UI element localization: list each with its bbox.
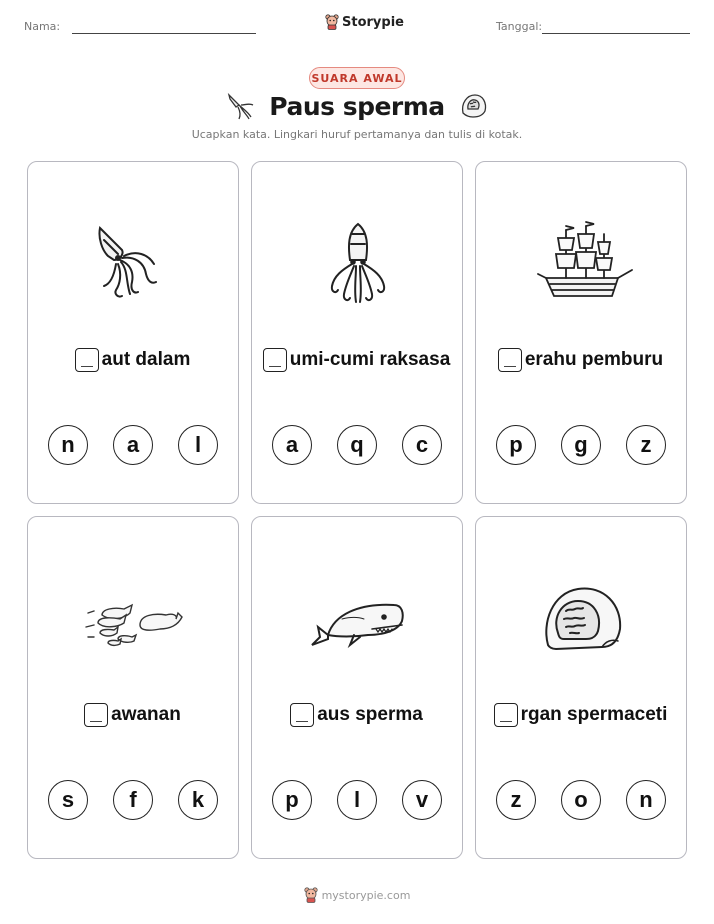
- word-ending: umi-cumi raksasa: [289, 349, 451, 370]
- letter-option[interactable]: z: [496, 780, 536, 820]
- word-ending: awanan: [111, 704, 181, 725]
- letter-option[interactable]: c: [402, 425, 442, 465]
- word-card: [27, 161, 239, 504]
- letter-option[interactable]: l: [178, 425, 218, 465]
- letter-option[interactable]: a: [272, 425, 312, 465]
- footer-url[interactable]: mystorypie.com: [321, 888, 411, 902]
- date-label: Tanggal:: [496, 20, 543, 33]
- word-ending: aut dalam: [101, 349, 191, 370]
- word-card: [251, 161, 463, 504]
- word-ending: rgan spermaceti: [520, 704, 668, 725]
- instructions: Ucapkan kata. Lingkari huruf pertamanya dan tulis di kotak.: [191, 128, 523, 141]
- name-label: Nama:: [24, 20, 61, 33]
- ship-icon: [522, 220, 642, 310]
- whale-pod-icon: [74, 575, 194, 665]
- word-card: [251, 516, 463, 859]
- letter-option[interactable]: n: [626, 780, 666, 820]
- category-badge: SUARA AWAL: [309, 67, 405, 89]
- spermaceti-organ-icon: [459, 91, 489, 121]
- letter-option[interactable]: p: [272, 780, 312, 820]
- letter-option[interactable]: v: [402, 780, 442, 820]
- letter-option[interactable]: k: [178, 780, 218, 820]
- letter-option[interactable]: p: [496, 425, 536, 465]
- word-card: [475, 516, 687, 859]
- word-ending: aus sperma: [317, 704, 423, 725]
- answer-box[interactable]: [263, 348, 287, 372]
- title-row: [0, 91, 714, 121]
- answer-box[interactable]: [290, 703, 314, 727]
- answer-box[interactable]: [498, 348, 522, 372]
- answer-box[interactable]: [75, 348, 99, 372]
- brand-logo: [325, 14, 404, 30]
- letter-option[interactable]: n: [48, 425, 88, 465]
- squid-icon: [74, 220, 194, 310]
- word-card: [475, 161, 687, 504]
- letter-option[interactable]: a: [113, 425, 153, 465]
- letter-option[interactable]: f: [113, 780, 153, 820]
- letter-option[interactable]: z: [626, 425, 666, 465]
- letter-option[interactable]: l: [337, 780, 377, 820]
- letter-option[interactable]: q: [337, 425, 377, 465]
- bear-icon: [325, 14, 339, 30]
- letter-option[interactable]: o: [561, 780, 601, 820]
- brand-name: Storypie: [342, 14, 404, 30]
- giant-squid-icon: [298, 220, 418, 310]
- page-title: Paus sperma: [269, 91, 445, 121]
- word-ending: erahu pemburu: [524, 349, 664, 370]
- date-field[interactable]: [542, 33, 690, 34]
- name-field[interactable]: [72, 33, 256, 34]
- answer-box[interactable]: [84, 703, 108, 727]
- sperm-whale-icon: [298, 575, 418, 665]
- answer-box[interactable]: [494, 703, 518, 727]
- spermaceti-organ-icon: [522, 575, 642, 665]
- bear-icon: [304, 887, 318, 903]
- word-card: [27, 516, 239, 859]
- footer: [0, 887, 714, 903]
- letter-option[interactable]: g: [561, 425, 601, 465]
- squid-icon: [225, 91, 255, 121]
- letter-option[interactable]: s: [48, 780, 88, 820]
